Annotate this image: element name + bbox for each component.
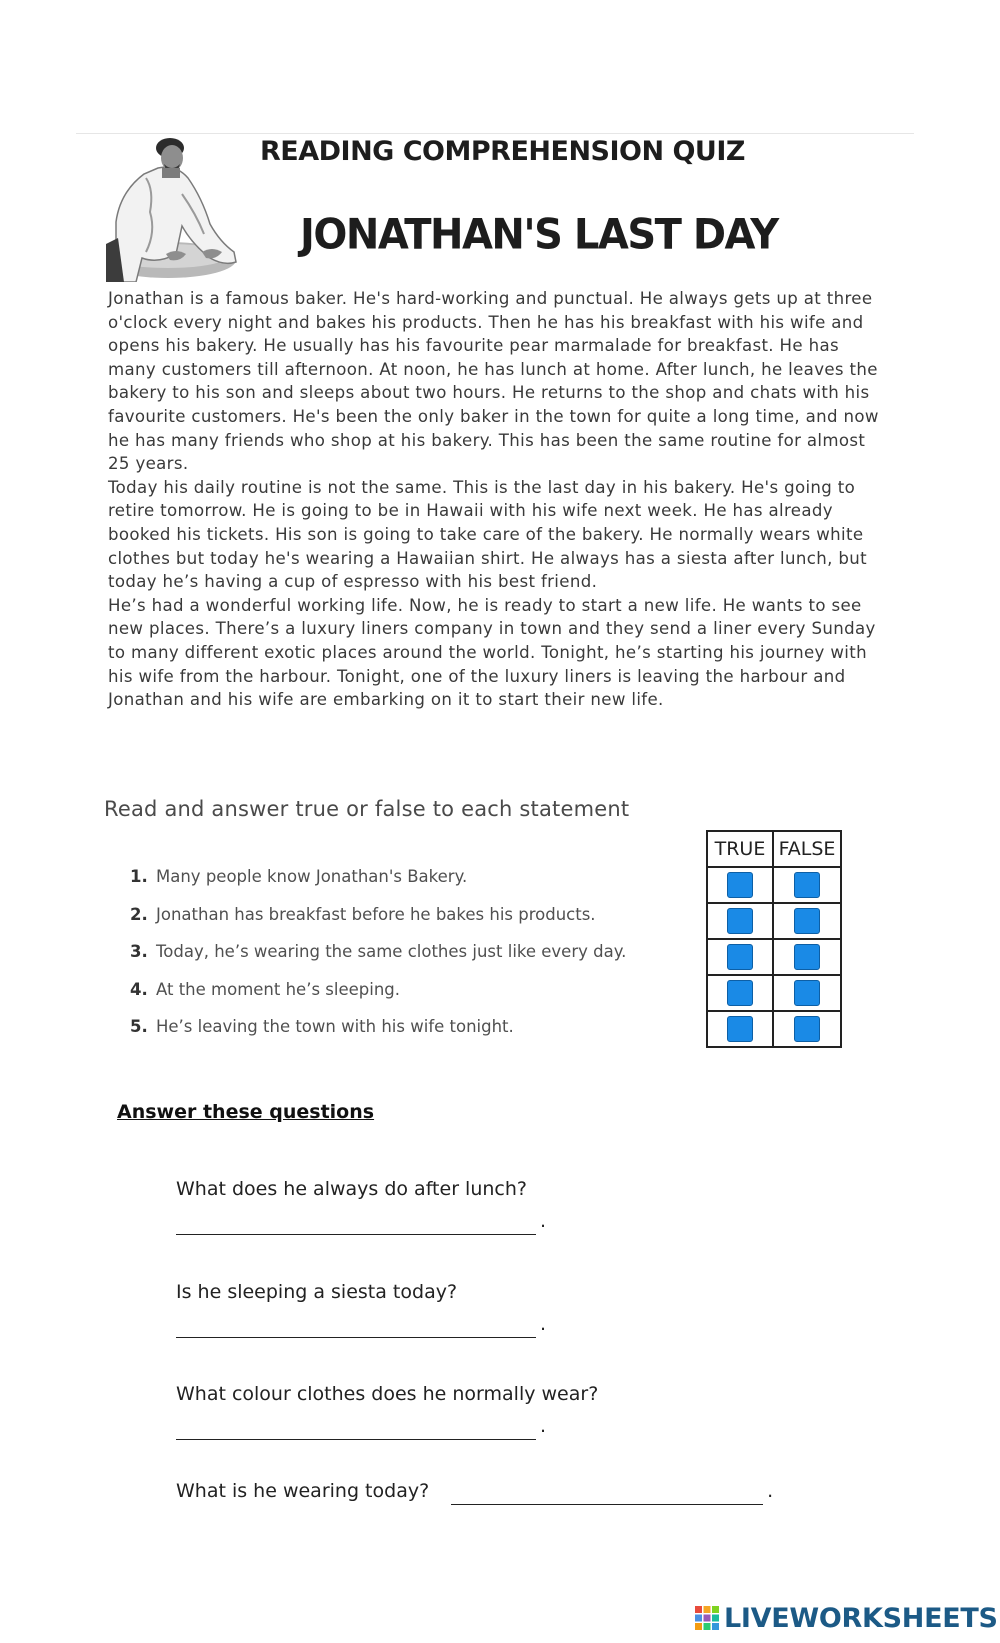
table-row	[707, 867, 841, 903]
answer-period: .	[540, 1313, 547, 1335]
liveworksheets-logo	[694, 1600, 998, 1636]
answer-input-2[interactable]	[176, 1313, 536, 1338]
story-paragraph: Jonathan is a famous baker. He's hard-working and punctual. He always gets up at three o'clock every night and bakes his products. Then he has his breakfast with his wife and opens his bakery. He usually has his favourite pear marmalade for breakfast. He has many customers till afternoon. At noon, he has lunch at home. After lunch, he leaves the bakery to his son and sleeps about two hours. He returns to the shop and chats with his favourite customers. He's been the only baker in the town for quite a long time, and now he has many friends who shop at his bakery. This has been the same routine for almost 25 years.	[108, 289, 879, 474]
table-row	[707, 975, 841, 1011]
statement-text: Many people know Jonathan's Bakery.	[156, 867, 468, 886]
false-cell	[773, 939, 841, 975]
answer-period: .	[540, 1415, 547, 1437]
answer-input-1[interactable]	[176, 1210, 536, 1235]
question-text: What colour clothes does he normally wear?	[176, 1383, 599, 1405]
answer-input-3[interactable]	[176, 1415, 536, 1440]
false-checkbox-4[interactable]	[794, 980, 820, 1006]
statement-list	[130, 865, 626, 1053]
true-false-table	[706, 830, 842, 1048]
statement-number: 1.	[130, 867, 148, 886]
true-checkbox-3[interactable]	[727, 944, 753, 970]
reading-passage	[108, 287, 888, 712]
question-text: Is he sleeping a siesta today?	[176, 1281, 458, 1303]
baker-photo	[106, 134, 242, 282]
statement-number: 3.	[130, 942, 148, 961]
statement-number: 4.	[130, 979, 148, 999]
true-cell	[707, 1011, 773, 1047]
statement-number: 2.	[130, 904, 148, 924]
statement-text: Jonathan has breakfast before he bakes his products.	[156, 904, 596, 924]
story-paragraph: Today his daily routine is not the same. This is the last day in his bakery. He's going to retire tomorrow. He is going to be in Hawaii with his wife next week. He has already booked his tickets. His son is going to take care of the bakery. He normally wears white clothes but today he's wearing a Hawaiian shirt. He always has a siesta after lunch, but today he’s having a cup of espresso with his best friend.	[108, 477, 867, 592]
answer-questions-heading: Answer these questions	[117, 1101, 375, 1123]
answer-period: .	[540, 1210, 547, 1232]
false-checkbox-5[interactable]	[794, 1016, 820, 1042]
true-cell	[707, 867, 773, 903]
question-block	[176, 1383, 598, 1440]
question-text: What is he wearing today?	[176, 1480, 430, 1502]
false-cell	[773, 867, 841, 903]
true-checkbox-4[interactable]	[727, 980, 753, 1006]
statement-number: 5.	[130, 1017, 148, 1036]
false-cell	[773, 903, 841, 939]
statement-text: At the moment he’s sleeping.	[156, 979, 401, 999]
story-paragraph: He’s had a wonderful working life. Now, he is ready to start a new life. He wants to see new places. There’s a luxury liners company in town and they send a liner every Sunday to many different exotic places around the world. Tonight, he’s starting his journey with his wife from the harbour. Tonight, one of the luxury liners is leaving the harbour and Jonathan and his wife are embarking on it to start their new life.	[108, 595, 876, 710]
question-block	[176, 1178, 546, 1235]
question-block	[176, 1480, 773, 1505]
worksheet-title: JONATHAN'S LAST DAY	[300, 210, 778, 260]
statement-item	[130, 978, 626, 1016]
false-cell	[773, 975, 841, 1011]
statement-item	[130, 1015, 626, 1053]
question-block	[176, 1281, 546, 1338]
logo-text: LIVEWORKSHEETS	[724, 1602, 998, 1634]
answer-input-4[interactable]	[451, 1480, 763, 1505]
true-cell	[707, 939, 773, 975]
statement-item	[130, 940, 626, 978]
false-column-header: FALSE	[773, 831, 841, 867]
quiz-label: READING COMPREHENSION QUIZ	[260, 136, 745, 167]
answer-period: .	[767, 1480, 774, 1502]
statement-item	[130, 865, 626, 903]
statement-item	[130, 903, 626, 941]
statement-text: Today, he’s wearing the same clothes just like every day.	[156, 942, 627, 961]
true-checkbox-1[interactable]	[727, 872, 753, 898]
table-header-row	[707, 831, 841, 867]
false-checkbox-1[interactable]	[794, 872, 820, 898]
true-false-instruction: Read and answer true or false to each statement	[104, 797, 630, 821]
true-checkbox-2[interactable]	[727, 908, 753, 934]
table-row	[707, 1011, 841, 1047]
question-text: What does he always do after lunch?	[176, 1178, 527, 1200]
table-row	[707, 903, 841, 939]
table-row	[707, 939, 841, 975]
false-checkbox-3[interactable]	[794, 944, 820, 970]
true-checkbox-5[interactable]	[727, 1016, 753, 1042]
false-checkbox-2[interactable]	[794, 908, 820, 934]
logo-grid-icon	[694, 1605, 720, 1631]
true-cell	[707, 975, 773, 1011]
true-cell	[707, 903, 773, 939]
false-cell	[773, 1011, 841, 1047]
true-column-header: TRUE	[707, 831, 773, 867]
statement-text: He’s leaving the town with his wife tonight.	[156, 1017, 514, 1036]
